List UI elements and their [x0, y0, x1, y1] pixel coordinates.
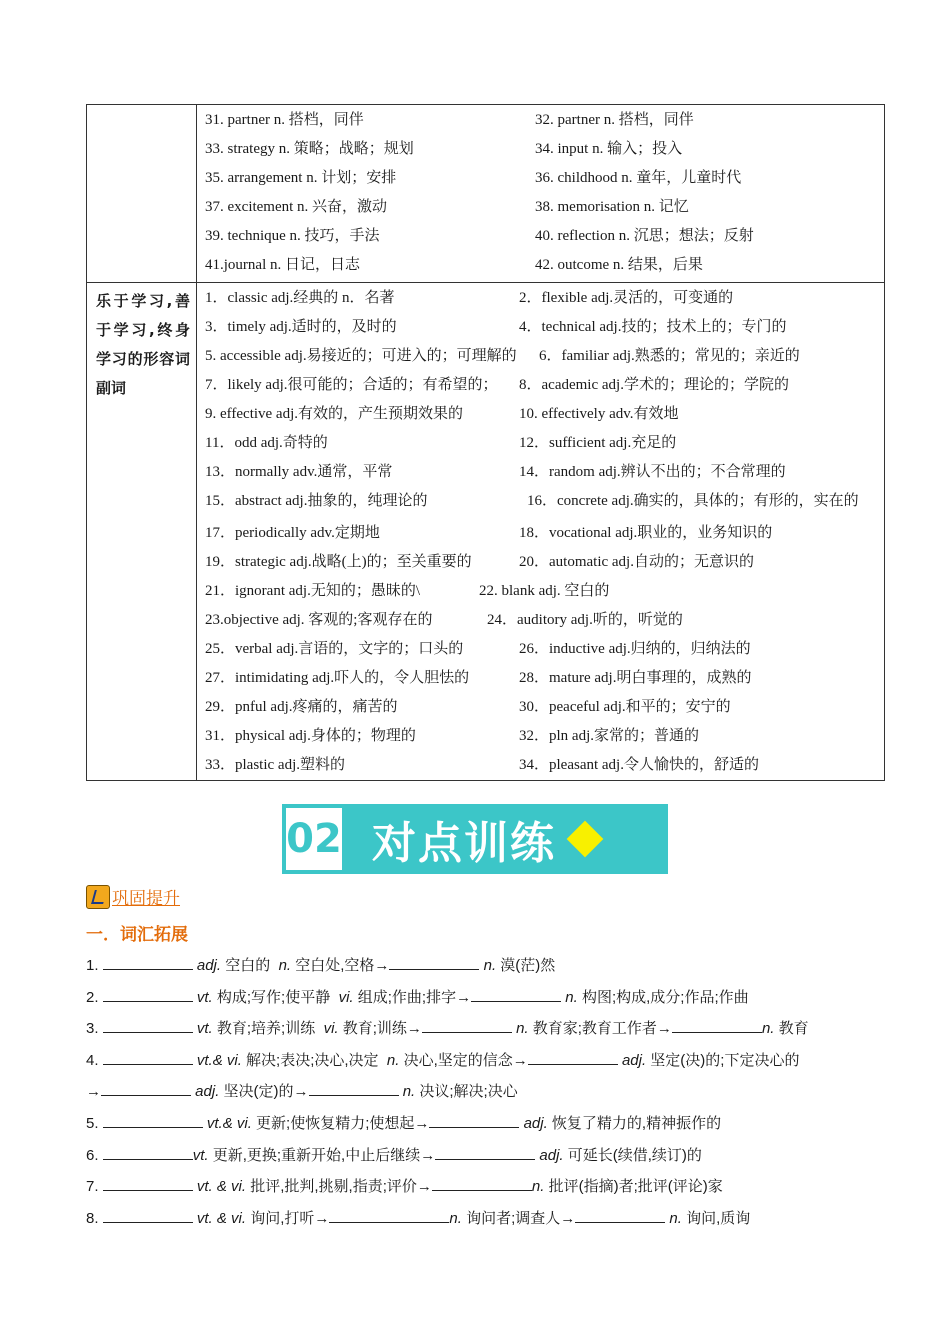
- exercise-item: 1. adj. 空白的 n. 空白处,空格→ n. 漠(茫)然: [86, 950, 876, 982]
- list-item: 7．likely adj.很可能的；合适的；有希望的； 8．academic adj.学术的；理论的；学院的: [205, 377, 789, 393]
- answer-blank[interactable]: [422, 1015, 512, 1033]
- noun-list-cell: [197, 105, 885, 283]
- answer-blank[interactable]: [309, 1078, 399, 1096]
- answer-blank[interactable]: [435, 1142, 535, 1160]
- list-item: 19．strategic adj.战略(上)的；至关重要的 20．automatic adj.自动的；无意识的: [205, 554, 754, 570]
- answer-blank[interactable]: [103, 1015, 193, 1033]
- diamond-icon: [567, 821, 604, 858]
- list-item: 21．ignorant adj.无知的；愚昧的\ 22. blank adj. 空白的: [205, 583, 610, 599]
- answer-blank[interactable]: [329, 1205, 449, 1223]
- banner-title: 对点训练: [372, 818, 556, 869]
- answer-blank[interactable]: [103, 984, 193, 1002]
- list-item: 31. partner n. 搭档，同伴 32. partner n. 搭档，同伴: [205, 112, 694, 128]
- list-item: 37. excitement n. 兴奋，激动 38. memorisation n. 记忆: [205, 199, 689, 215]
- answer-blank[interactable]: [528, 1047, 618, 1065]
- answer-blank[interactable]: [103, 1173, 193, 1191]
- list-item: 39. technique n. 技巧，手法 40. reflection n. 沉思；想法；反射: [205, 228, 754, 244]
- vocabulary-table: [86, 104, 885, 781]
- list-item: 3．timely adj.适时的，及时的 4．technical adj.技的；技术上的；专门的: [205, 319, 787, 335]
- answer-blank[interactable]: [429, 1110, 519, 1128]
- exercise-item: 4. vt.& vi. 解决;表决;决心,决定 n. 决心,坚定的信念→ adj. 坚定(决)的;下定决心的: [86, 1045, 876, 1077]
- adjective-list-cell: [197, 283, 885, 781]
- empty-category-cell: [87, 105, 197, 283]
- category-label-cell: [87, 283, 197, 781]
- list-item: 31．physical adj.身体的；物理的 32．pln adj.家常的；普通的: [205, 728, 699, 744]
- list-item: 33. strategy n. 策略；战略；规划 34. input n. 输入；投入: [205, 141, 683, 157]
- exercise-item: 8. vt. & vi. 询问,打听→ n. 询问者;调查人→ n. 询问,质询: [86, 1203, 876, 1235]
- list-item: 25．verbal adj.言语的，文字的；口头的 26．inductive adj.归纳的，归纳法的: [205, 641, 751, 657]
- list-item: 15．abstract adj.抽象的，纯理论的 16．concrete adj.确实的，具体的；有形的，实在的: [205, 493, 859, 509]
- list-item: 9. effective adj.有效的，产生预期效果的 10. effectively adv.有效地: [205, 406, 679, 422]
- book-icon: [86, 885, 110, 909]
- banner-number: 02: [286, 808, 342, 870]
- answer-blank[interactable]: [103, 1047, 193, 1065]
- exercise-item: 2. vt. 构成;写作;使平静 vi. 组成;作曲;排字→ n. 构图;构成,成分;作品;作曲: [86, 982, 876, 1014]
- list-item: 33．plastic adj.塑料的 34．pleasant adj.令人愉快的，舒适的: [205, 757, 759, 773]
- exercise-item: → adj. 坚决(定)的→ n. 决议;解决;决心: [86, 1076, 876, 1108]
- list-item: 13．normally adv.通常，平常 14．random adj.辨认不出的；不合常理的: [205, 464, 786, 480]
- answer-blank[interactable]: [101, 1078, 191, 1096]
- list-item: 29．pnful adj.疼痛的，痛苦的 30．peaceful adj.和平的；安宁的: [205, 699, 731, 715]
- list-item: 1．classic adj.经典的 n．名著 2．flexible adj.灵活的，可变通的: [205, 290, 734, 306]
- list-item: 41.journal n. 日记，日志 42. outcome n. 结果，后果: [205, 257, 703, 273]
- subsection-title: 一．词汇拓展: [86, 925, 188, 945]
- answer-blank[interactable]: [672, 1015, 762, 1033]
- exercise-item: 5. vt.& vi. 更新;使恢复精力;使想起→ adj. 恢复了精力的,精神振作的: [86, 1108, 876, 1140]
- list-item: 17．periodically adv.定期地 18．vocational adj.职业的，业务知识的: [205, 525, 773, 541]
- list-item: 11．odd adj.奇特的 12．sufficient adj.充足的: [205, 435, 677, 451]
- section-heading: [86, 884, 180, 909]
- answer-blank[interactable]: [103, 1205, 193, 1223]
- answer-blank[interactable]: [575, 1205, 665, 1223]
- answer-blank[interactable]: [432, 1173, 532, 1191]
- answer-blank[interactable]: [103, 1142, 193, 1160]
- answer-blank[interactable]: [471, 984, 561, 1002]
- exercise-item: 3. vt. 教育;培养;训练 vi. 教育;训练→ n. 教育家;教育工作者→ n. 教育: [86, 1013, 876, 1045]
- list-item: 35. arrangement n. 计划；安排 36. childhood n. 童年，儿童时代: [205, 170, 742, 186]
- exercise-item: 7. vt. & vi. 批评,批判,挑剔,指责;评价→ n. 批评(指摘)者;批评(评论)家: [86, 1171, 876, 1203]
- category-label: 乐于学习,善于学习,终身学习的形容词副词: [96, 292, 190, 397]
- section-banner: [282, 804, 668, 874]
- section-title[interactable]: 巩固提升: [112, 889, 180, 909]
- list-item: 23.objective adj. 客观的;客观存在的 24．auditory adj.听的，听觉的: [205, 612, 683, 628]
- answer-blank[interactable]: [103, 1110, 203, 1128]
- list-item: 5. accessible adj.易接近的；可进入的；可理解的 6．familiar adj.熟悉的；常见的；亲近的: [205, 348, 800, 364]
- exercise-item: 6. vt. 更新,更换;重新开始,中止后继续→ adj. 可延长(续借,续订)的: [86, 1140, 876, 1172]
- answer-blank[interactable]: [103, 952, 193, 970]
- answer-blank[interactable]: [389, 952, 479, 970]
- exercise-list: [86, 950, 876, 1234]
- list-item: 27．intimidating adj.吓人的，令人胆怯的 28．mature adj.明白事理的，成熟的: [205, 670, 752, 686]
